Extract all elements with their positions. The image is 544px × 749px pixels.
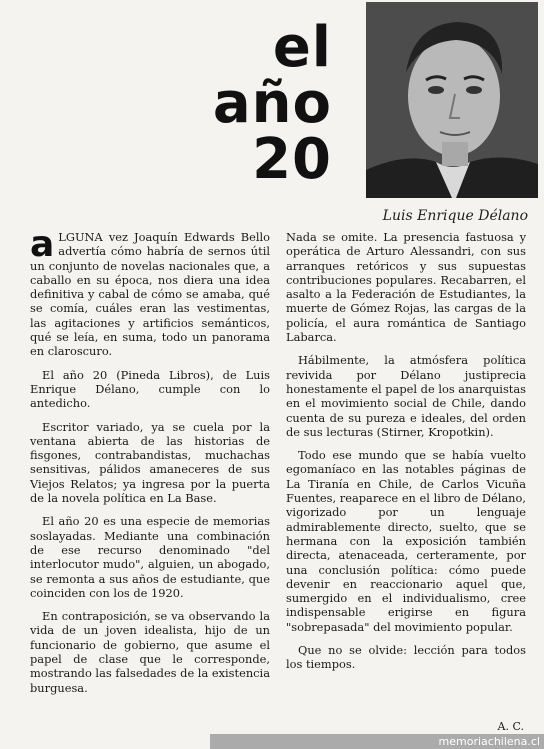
paragraph: El año 20 (Pineda Libros), de Luis Enrique Délano, cumple con lo antedicho. [30, 367, 270, 411]
paragraph: aLGUNA vez Joaquín Edwards Bello advertía cómo habría de sernos útil un conjunto de novelas nacionales que, a caballo en su época, nos diera una idea definitiva y cabal de cómo se amaba, qué se comía, cuáles eran las vestimentas, las agitaciones y artificios semánticos, qué se leía, en suma, todo un panorama en claroscuro. [30, 224, 270, 359]
paragraph: Escritor variado, ya se cuela por la ventana abierta de las historias de fisgones, contrabandistas, muchachas sensitivas, pálidos amaneceres de sus Viejos Relatos; ya ingresa por la puerta de la novela política en La Base. [30, 419, 270, 506]
signoff-initials: A. C. [497, 720, 524, 733]
author-portrait [366, 2, 538, 198]
author-byline: Luis Enrique Délano [382, 208, 528, 224]
title-line-2: año [212, 71, 332, 136]
paragraph: Hábilmente, la atmósfera política revivida por Délano justiprecia honestamente el papel de los anarquistas en el movimiento social de Chile, dando cuenta de su pureza e ideales, del orden de sus lecturas (Stirner, Kropotkin). [286, 353, 526, 439]
article-column-1 [30, 224, 270, 704]
paragraph: Todo ese mundo que se había vuelto egomaníaco en las notables páginas de La Tiranía en Chile, de Carlos Vicuña Fuentes, reaparece en el libro de Délano, vigorizado por un lenguaje admirablemente directo, suelto, que se hermana con la exposición también directa, atenaceada, certeramente, por una conclusión política: cómo puede devenir en reaccionario aquel que, sumergido en el individualismo, cree indispensable erigirse en figura "sobrepasada" del movimiento popular. [286, 448, 526, 634]
paragraph: Que no se olvide: lección para todos los tiempos. [286, 643, 526, 672]
article-column-2 [286, 230, 526, 681]
title-line-1: el [272, 15, 332, 80]
drop-cap: a [30, 224, 55, 265]
title-line-3: 20 [252, 127, 332, 192]
source-watermark: memoriachilena.cl [438, 735, 540, 748]
paragraph: En contraposición, se va observando la vida de un joven idealista, hijo de un funcionario de gobierno, que asume el papel de clase que le corresponde, mostrando las falsedades de la existencia burguesa. [30, 609, 270, 695]
paragraph: Nada se omite. La presencia fastuosa y operática de Arturo Alessandri, con sus arranques retóricos y sus supuestas contribuciones populares. Recabarren, el asalto a la Federación de Estudiantes, la muerte de Gómez Rojas, las cargas de la policía, el aura romántica de Santiago Labarca. [286, 230, 526, 345]
paragraph: El año 20 es una especie de memorias soslayadas. Mediante una combinación de ese recurso denominado "del interlocutor mudo", alguien, un abogado, se remonta a sus años de estudiante, que coinciden con los de 1920. [30, 514, 270, 600]
